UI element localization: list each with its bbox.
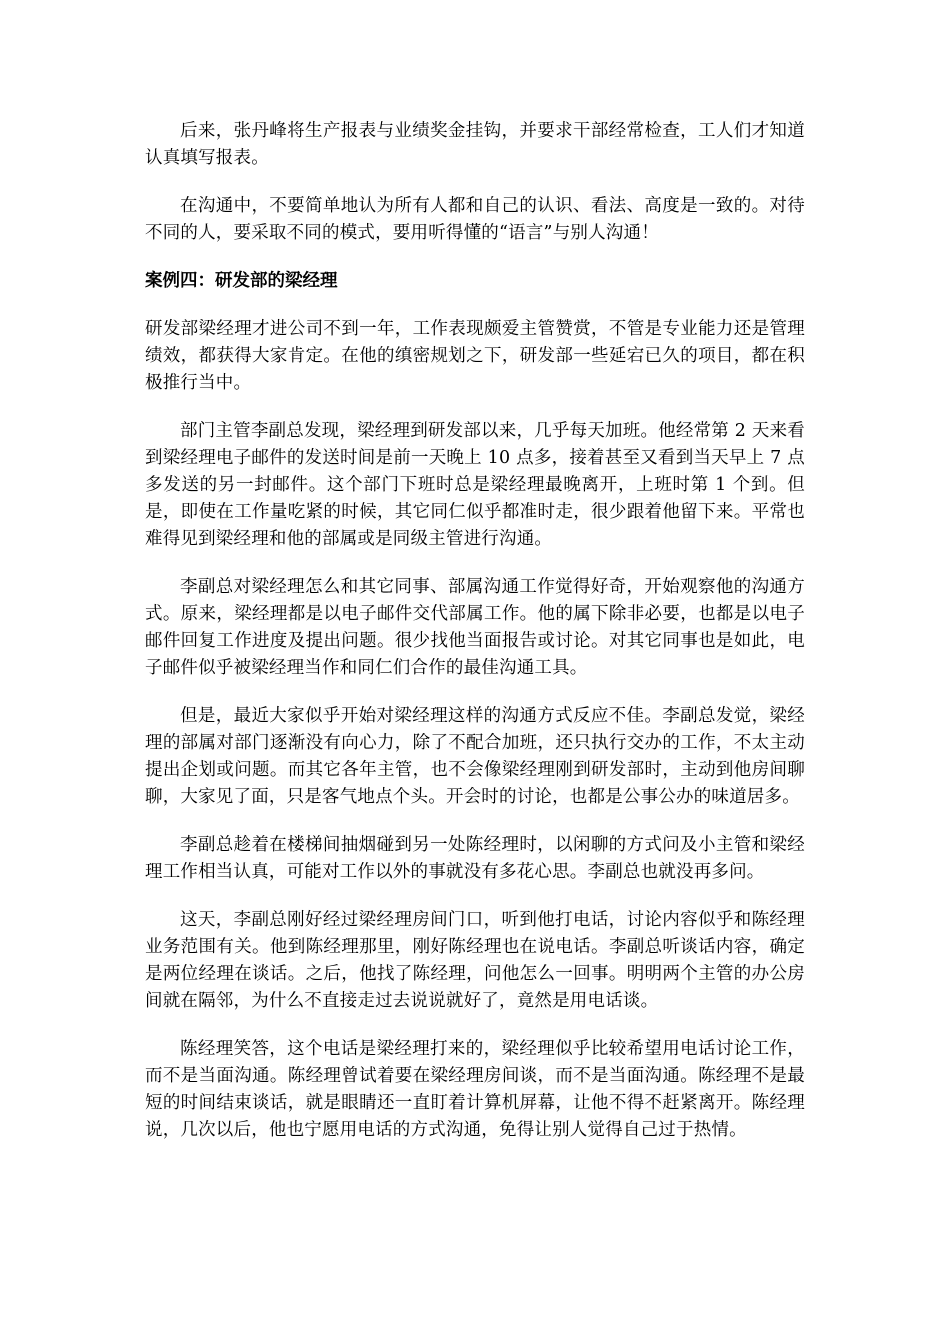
paragraph-report-bonus: 后来，张丹峰将生产报表与业绩奖金挂钩，并要求干部经常检查，工人们才知道认真填写报表。 — [145, 121, 805, 168]
section-heading: 案例四：研发部的梁经理 — [145, 271, 338, 291]
document-body — [145, 118, 805, 1165]
paragraph-intro: 研发部梁经理才进公司不到一年，工作表现颇爱主管赞赏，不管是专业能力还是管理绩效，都获得大家肯定。在他的缜密规划之下，研发部一些延宕已久的项目，都在积极推行当中。 — [145, 319, 805, 393]
paragraph-phone-call: 这天，李副总刚好经过梁经理房间门口，听到他打电话，讨论内容似乎和陈经理业务范围有关。他到陈经理那里，刚好陈经理也在说电话。李副总听谈话内容，确定是两位经理在谈话。之后，他找了陈经理，问他怎么一回事。明明两个主管的办公房间就在隔邻，为什么不直接走过去说说就好了，竟然是用电话谈。 — [145, 910, 805, 1011]
paragraph-manager-reply: 陈经理笑答，这个电话是梁经理打来的，梁经理似乎比较希望用电话讨论工作，而不是当面沟通。陈经理曾试着要在梁经理房间谈，而不是当面沟通。陈经理不是最短的时间结束谈话，就是眼睛还一直盯着计算机屏幕，让他不得不赶紧离开。陈经理说，几次以后，他也宁愿用电话的方式沟通，免得让别人觉得自己过于热情。 — [145, 1039, 805, 1140]
paragraph-stairwell-chat: 李副总趁着在楼梯间抽烟碰到另一处陈经理时，以闲聊的方式问及小主管和梁经理工作相当认真，可能对工作以外的事就没有多花心思。李副总也就没再多问。 — [145, 835, 805, 882]
paragraph-overtime: 部门主管李副总发现，梁经理到研发部以来，几乎每天加班。他经常第 2 天来看到梁经理电子邮件的发送时间是前一天晚上 10 点多，接着甚至又看到当天早上 7 点多发送的另一封邮件。这个部门下班时总是梁经理最晚离开，上班时第 1 个到。但是，即使在工作量吃紧的时候，其它同仁似乎都准时走，很少跟着他留下来。平常也难得见到梁经理和他的部属或是同级主管进行沟通。 — [145, 421, 805, 549]
paragraph-communication-tip: 在沟通中，不要简单地认为所有人都和自己的认识、看法、高度是一致的。对待不同的人，要采取不同的模式，要用听得懂的“语言”与别人沟通！ — [145, 196, 805, 243]
paragraph-poor-reaction: 但是，最近大家似乎开始对梁经理这样的沟通方式反应不佳。李副总发觉，梁经理的部属对部门逐渐没有向心力，除了不配合加班，还只执行交办的工作，不太主动提出企划或问题。而其它各年主管，也不会像梁经理刚到研发部时，主动到他房间聊聊，大家见了面，只是客气地点个头。开会时的讨论，也都是公事公办的味道居多。 — [145, 706, 805, 807]
paragraph-email-communication: 李副总对梁经理怎么和其它同事、部属沟通工作觉得好奇，开始观察他的沟通方式。原来，梁经理都是以电子邮件交代部属工作。他的属下除非必要，也都是以电子邮件回复工作进度及提出问题。很少找他当面报告或讨论。对其它同事也是如此，电子邮件似乎被梁经理当作和同仁们合作的最佳沟通工具。 — [145, 577, 805, 678]
